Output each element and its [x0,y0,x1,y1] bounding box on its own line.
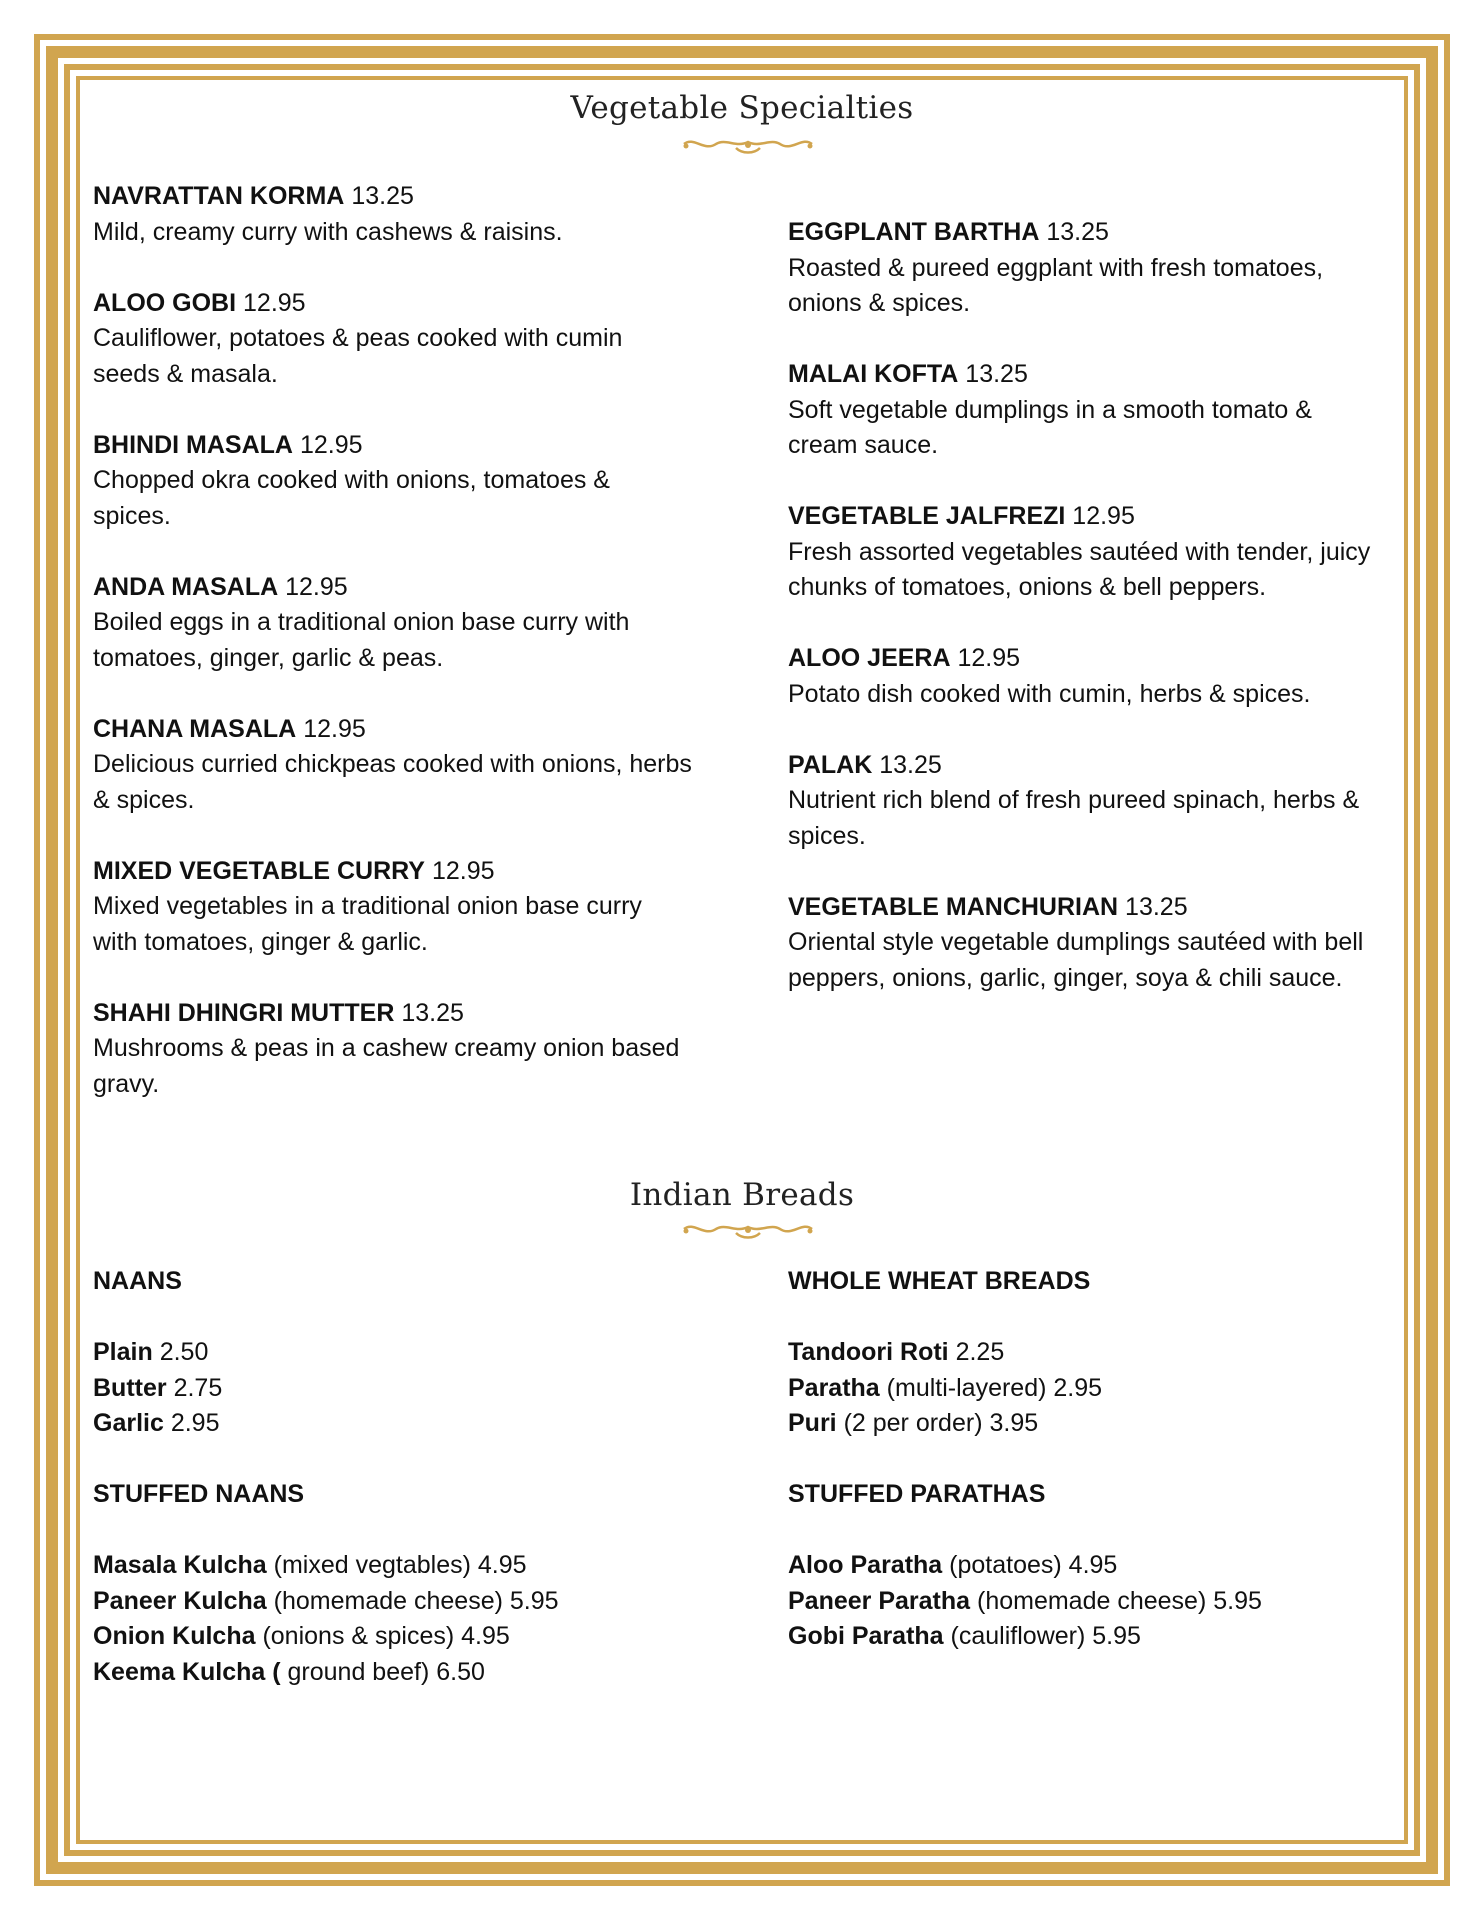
stuffed-naans-heading: STUFFED NAANS [93,1480,305,1508]
bread-item-price: 2.95 [1053,1373,1103,1402]
menu-item-price: 12.95 [285,572,348,601]
menu-item-heading [93,996,693,1032]
menu-item [93,428,693,535]
breads-right-column [788,1264,1388,1655]
bread-item-name: Keema Kulcha ( [93,1657,281,1686]
menu-item-description: Potato dish cooked with cumin, herbs & spices. [788,679,1311,708]
bread-item-name: Aloo Paratha [788,1551,943,1579]
menu-item-heading [93,854,693,890]
vegetable-left-column [93,179,693,1138]
menu-item-price: 12.95 [957,644,1021,672]
bread-item-price: 5.95 [1092,1622,1141,1650]
bread-item-name: Paneer Kulcha [93,1586,267,1615]
menu-item-heading [93,712,693,748]
menu-item-name: SHAHI DHINGRI MUTTER [93,998,395,1027]
bread-item-name: Gobi Paratha [788,1622,944,1650]
menu-item-price: 12.95 [1072,502,1135,530]
menu-item-price: 12.95 [299,430,363,459]
flourish-ornament-icon [680,1219,816,1241]
flourish-ornament-icon [680,134,816,156]
bread-item-price: 2.75 [173,1373,223,1402]
menu-item-heading [93,179,693,215]
bread-item-price: 6.50 [436,1657,485,1686]
bread-item [788,1371,1388,1407]
naans-heading: NAANS [93,1267,182,1295]
bread-item-price: 5.95 [509,1586,559,1615]
bread-item [93,1655,693,1691]
menu-item-description: Mild, creamy curry with cashews & raisins. [93,217,563,246]
bread-item-note: (mixed vegtables) [273,1551,471,1579]
whole-wheat-breads-heading: WHOLE WHEAT BREADS [788,1267,1091,1295]
menu-item [788,641,1388,712]
menu-item-name: NAVRATTAN KORMA [93,182,345,210]
stuffed-parathas-heading: STUFFED PARATHAS [788,1480,1046,1508]
menu-item-name: ANDA MASALA [93,572,279,601]
bread-item [788,1548,1388,1584]
menu-item [93,286,693,393]
menu-item-price: 13.25 [351,182,414,210]
menu-item-price: 13.25 [1125,892,1188,921]
menu-item-price: 13.25 [1046,218,1109,246]
menu-item-description: Boiled eggs in a traditional onion base curry with tomatoes, ginger, garlic & peas. [93,608,630,672]
menu-item-name: ALOO GOBI [93,288,237,317]
menu-item-name: BHINDI MASALA [93,430,293,459]
menu-item-description: Mixed vegetables in a traditional onion base curry with tomatoes, ginger & garlic. [93,892,642,956]
menu-item-price: 13.25 [879,750,942,779]
bread-item [93,1619,693,1655]
vegetable-specialties-title: Vegetable Specialties [570,90,914,126]
bread-item-price: 5.95 [1213,1586,1262,1615]
bread-item-name: Paneer Paratha [788,1586,971,1615]
menu-item [788,499,1388,606]
menu-item [788,215,1388,322]
vegetable-right-column [788,215,1388,1032]
bread-item-price: 4.95 [1068,1551,1118,1579]
menu-item-price: 12.95 [431,856,495,885]
menu-item [788,748,1388,855]
bread-item [93,1371,693,1407]
menu-item-description: Fresh assorted vegetables sautéed with tender, juicy chunks of tomatoes, onions & bell peppers. [788,537,1371,601]
bread-item-note: (onions & spices) [262,1622,455,1650]
bread-item [93,1335,693,1371]
bread-item-price: 2.95 [170,1409,220,1437]
menu-item-name: ALOO JEERA [788,644,951,672]
bread-item-price: 2.50 [159,1338,209,1366]
bread-item [788,1335,1388,1371]
bread-item-name: Tandoori Roti [788,1338,949,1366]
menu-item-description: Oriental style vegetable dumplings sautéed with bell peppers, onions, garlic, ginger, soya & chili sauce. [788,928,1364,992]
menu-item-description: Delicious curried chickpeas cooked with onions, herbs & spices. [93,750,692,814]
bread-item [788,1584,1388,1620]
menu-item-description: Mushrooms & peas in a cashew creamy onion based gravy. [93,1034,680,1098]
bread-item [93,1406,693,1442]
breads-left-column [93,1264,693,1690]
menu-item [93,996,693,1103]
menu-item-name: CHANA MASALA [93,714,297,743]
menu-item-price: 13.25 [965,360,1028,388]
menu-item-name: VEGETABLE MANCHURIAN [788,892,1119,921]
bread-item-note: (2 per order) [843,1409,983,1437]
bread-item-name: Plain [93,1338,153,1366]
menu-item-heading [788,890,1388,926]
menu-item [788,357,1388,464]
bread-item-price: 2.25 [955,1338,1005,1366]
menu-item-name: VEGETABLE JALFREZI [788,502,1066,530]
bread-item-price: 4.95 [461,1622,510,1650]
bread-item-price: 4.95 [477,1551,527,1579]
menu-item-description: Nutrient rich blend of fresh pureed spinach, herbs & spices. [788,786,1360,850]
bread-item-name: Masala Kulcha [93,1551,267,1579]
menu-item [788,890,1388,997]
bread-item [788,1619,1388,1655]
menu-item-heading [788,748,1388,784]
bread-item [788,1406,1388,1442]
menu-item-heading [788,499,1388,535]
menu-item-name: MIXED VEGETABLE CURRY [93,856,425,885]
bread-item-note: ground beef) [287,1657,430,1686]
bread-item-note: (cauliflower) [950,1622,1086,1650]
menu-item-heading [93,570,693,606]
bread-item [93,1548,693,1584]
bread-item-note: (homemade cheese) [977,1586,1207,1615]
menu-item-heading [788,641,1388,677]
menu-item [93,179,693,250]
menu-item-description: Chopped okra cooked with onions, tomatoes & spices. [93,466,610,530]
bread-item-note: (homemade cheese) [273,1586,503,1615]
menu-item [93,712,693,819]
whole-wheat-breads-list [788,1335,1388,1442]
bread-item-price: 3.95 [989,1409,1039,1437]
menu-item-price: 12.95 [243,288,306,317]
bread-item-name: Butter [93,1373,167,1402]
stuffed-parathas-list [788,1548,1388,1655]
menu-item-heading [93,286,693,322]
bread-item-note: (potatoes) [949,1551,1062,1579]
bread-item-name: Garlic [93,1409,164,1437]
menu-item-name: MALAI KOFTA [788,360,959,388]
menu-item-heading [788,357,1388,393]
indian-breads-title: Indian Breads [629,1177,855,1213]
bread-item-note: (multi-layered) [886,1373,1047,1402]
menu-item-heading [788,215,1388,251]
menu-item-heading [93,428,693,464]
menu-item-description: Roasted & pureed eggplant with fresh tomatoes, onions & spices. [788,253,1324,317]
naans-list [93,1335,693,1442]
menu-item-description: Soft vegetable dumplings in a smooth tomato & cream sauce. [788,395,1312,459]
menu-item-price: 12.95 [303,714,366,743]
bread-item-name: Puri [788,1409,837,1437]
menu-item-description: Cauliflower, potatoes & peas cooked with cumin seeds & masala. [93,324,623,388]
menu-item-name: EGGPLANT BARTHA [788,218,1040,246]
bread-item [93,1584,693,1620]
stuffed-naans-list [93,1548,693,1690]
bread-item-name: Onion Kulcha [93,1622,256,1650]
menu-item [93,854,693,961]
bread-item-name: Paratha [788,1373,880,1402]
menu-item [93,570,693,677]
menu-item-price: 13.25 [401,998,464,1027]
menu-item-name: PALAK [788,750,873,779]
